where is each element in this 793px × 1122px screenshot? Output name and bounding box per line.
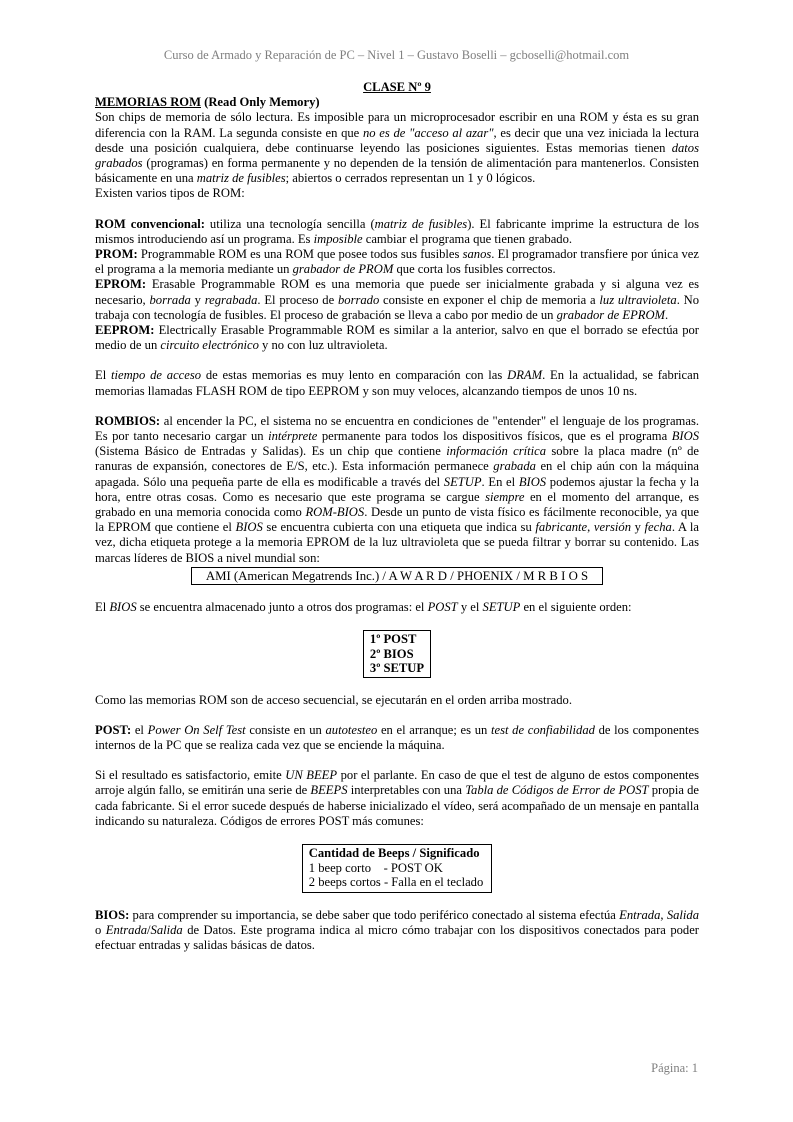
text: . En la actualidad, se fabrican memorias llamadas FLASH ROM de tipo EEPROM y son muy veloces, alcanzando tiempos de unos 10 ns.	[95, 368, 699, 398]
text: BIOS	[671, 429, 699, 444]
text: BIOS	[109, 599, 137, 614]
eprom-paragraph	[95, 277, 699, 323]
text: podemos ajustar la fecha y la hora, entre otras cosas. Como es necesario que este programa se cargue	[95, 474, 699, 504]
text: test de confiabilidad	[491, 722, 595, 737]
text: datos grabados	[95, 140, 699, 171]
text: ,	[587, 520, 594, 535]
document-body	[95, 80, 699, 953]
rom-conventional-paragraph	[95, 217, 699, 247]
text: se encuentra almacenado junto a otros dos programas: el	[136, 599, 428, 614]
text: siempre	[485, 489, 525, 504]
text: Salida	[666, 907, 700, 922]
text: no es de "acceso al azar"	[362, 125, 494, 140]
text: por el parlante. En caso de que el test de alguno de estos componentes arroje algún fallo, se emitirán una serie de	[95, 768, 700, 798]
text: Son chips de memoria de sólo lectura. Es imposible para un microprocesador escribir en una ROM y ésta es su gran diferencia con la RAM. La segunda consiste en que	[95, 110, 699, 140]
text: fabricante	[535, 520, 588, 535]
page-number: Página: 1	[651, 1061, 698, 1075]
term-label: EPROM:	[95, 277, 147, 292]
text: BIOS	[235, 520, 263, 535]
rom-heading-sub: (Read Only Memory)	[201, 95, 320, 110]
text: . El programador transfiere por única vez el programa a la memoria mediante un	[95, 247, 699, 277]
text: BIOS	[518, 474, 547, 489]
boot-order-item: 2º BIOS	[369, 646, 414, 661]
text: matriz de fusibles	[196, 171, 286, 186]
text: o	[95, 922, 106, 937]
rom-heading-title: MEMORIAS ROM	[95, 95, 201, 110]
text: en el momento del arranque, es grabado en una memoria conocida como	[95, 489, 700, 520]
text: . El proceso de	[257, 292, 338, 307]
text: SETUP	[443, 474, 482, 489]
access-time-paragraph	[95, 368, 699, 398]
text: versión	[593, 520, 631, 535]
text: Entrada	[105, 922, 148, 937]
text: sobre la placa madre (nº de ranuras de expansión, conectores de E/S, etc.). Esta información permanece	[95, 444, 699, 474]
text: DRAM	[507, 368, 543, 383]
text: grabador de EPROM	[556, 307, 666, 322]
text: Erasable Programmable ROM es una memoria que puede ser inicialmente grabada y si alguna vez es necesario,	[95, 277, 699, 307]
text: POST	[427, 599, 458, 614]
term-label: ROM convencional:	[95, 216, 205, 231]
text: BEEPS	[310, 783, 348, 798]
text: luz ultravioleta	[599, 292, 677, 307]
text: que corta los fusibles correctos.	[393, 262, 556, 277]
beep-table-header: Cantidad de Beeps / Significado	[308, 846, 480, 861]
text: y	[190, 292, 205, 307]
text: borrada	[149, 292, 191, 307]
rombios-paragraph	[95, 414, 699, 566]
text: de Datos. Este programa indica al micro cómo trabajar con los dispositivos conectados para poder efectuar entradas y salidas básicas de datos.	[95, 922, 699, 952]
text: y el	[457, 599, 483, 614]
text: Power On Self Test	[147, 722, 246, 737]
bios-brands-box: AMI (American Megatrends Inc.) / A W A R D / PHOENIX / M R B I O S	[191, 567, 603, 585]
beep-paragraph	[95, 768, 699, 829]
text: Salida	[150, 922, 183, 937]
text: de los componentes internos de la PC que se realiza cada vez que se enciende la máquina.	[95, 722, 700, 752]
text: de estas memorias es muy lento en comparación con las	[201, 368, 508, 383]
beep-table-row: 2 beeps cortos - Falla en el teclado	[308, 875, 484, 890]
text: El	[95, 368, 111, 383]
text: Electrically Erasable Programmable ROM es similar a la anterior, salvo en que el borrado se efectúa por medio de un	[95, 323, 699, 353]
text: en el siguiente orden:	[520, 599, 632, 614]
text: grabada	[493, 459, 536, 474]
term-label: BIOS:	[95, 907, 130, 922]
text: . En el	[481, 474, 519, 489]
term-label: EEPROM:	[95, 323, 155, 338]
bios-storage-paragraph	[95, 600, 699, 615]
text: el	[131, 722, 148, 737]
text: utiliza una tecnología sencilla (	[204, 216, 375, 231]
text: al encender la PC, el sistema no se encuentra en condiciones de "entender" el lenguaje de los programas. Es por tanto necesario cargar un	[95, 413, 699, 444]
text: propia de cada fabricante. Si el error sucede después de haberse inicializado el vídeo, será acompañado de un mensaje en pantalla indicando su naturaleza. Códigos de errores POST más comunes:	[95, 783, 700, 828]
text: consiste en exponer el chip de memoria a	[379, 292, 600, 307]
text: . A la vez, dicha etiqueta protege a la memoria EPROM de la luz ultravioleta que se pueda filtrar y borrar su contenido. Las marcas líderes de BIOS a nivel mundial son:	[95, 520, 700, 565]
text: intérprete	[268, 429, 318, 444]
text: ). El fabricante imprime la estructura de los mismos introduciendo así un programa. Es	[95, 216, 699, 246]
text: /	[147, 922, 151, 937]
text: en el arranque; es un	[377, 722, 491, 737]
text: información crítica	[446, 444, 547, 459]
text: ,	[660, 907, 667, 922]
text: Tabla de Códigos de Error de POST	[465, 783, 649, 798]
text: matriz de fusibles	[374, 216, 468, 231]
eeprom-paragraph	[95, 323, 699, 353]
rom-intro-paragraph	[95, 110, 699, 186]
text: El	[95, 599, 110, 614]
text: Entrada	[619, 907, 661, 922]
text: , es decir que una vez iniciada la lectura desde una posición cualquiera, debe continuarse leyendo las posiciones siguientes. Estas memorias tienen	[95, 125, 700, 155]
post-paragraph	[95, 723, 699, 753]
page-header: Curso de Armado y Reparación de PC – Nivel 1 – Gustavo Boselli – gcboselli@hotmail.com	[163, 48, 630, 62]
page-title: CLASE Nº 9	[363, 80, 431, 94]
text: .	[665, 307, 669, 322]
term-label: PROM:	[95, 247, 138, 262]
beep-table-row: 1 beep corto - POST OK	[308, 860, 443, 875]
text: Programmable ROM es una ROM que posee todos sus fusibles	[137, 247, 463, 262]
text: ROM-BIOS	[305, 505, 365, 520]
text: consiste en un	[245, 722, 326, 737]
boot-order-item: 1º POST	[369, 632, 417, 647]
text: sanos	[462, 247, 492, 262]
text: imposible	[313, 231, 363, 246]
text: en el chip aún con la máquina apagada. Sólo una pequeña parte de ella es modificable a través del	[95, 459, 699, 489]
text: ; abiertos o cerrados representan un 1 y 0 lógicos.	[285, 171, 536, 186]
term-label: POST:	[95, 722, 132, 737]
text: . No trabaja con tecnología de fusibles. El proceso de grabación se lleva a cabo por medio de un	[95, 292, 700, 322]
text: y	[631, 520, 645, 535]
text: (programas) en forma permanente y no dependen de la tensión de alimentación para mantenerlos. Consisten básicamente en una	[95, 156, 699, 186]
rom-heading	[95, 95, 699, 110]
text: y no con luz ultravioleta.	[258, 338, 388, 353]
prom-paragraph	[95, 247, 699, 277]
text: regrabada	[204, 292, 258, 307]
text: interpretables con una	[347, 783, 466, 798]
text: fecha	[644, 520, 672, 535]
text: (Sistema Básico de Entradas y Salidas). Es un chip que contiene	[95, 444, 447, 459]
text: SETUP	[482, 599, 521, 614]
bios-paragraph	[95, 908, 699, 954]
text: . Desde un punto de vista físico es fácilmente reconocible, ya que la EPROM que contiene el	[95, 505, 699, 535]
rom-types-intro: Existen varios tipos de ROM:	[95, 186, 245, 201]
beep-codes-table	[302, 844, 493, 893]
text: permanente para todos los dispositivos físicos, que es el programa	[317, 429, 672, 444]
text: UN BEEP	[285, 768, 338, 783]
text: para comprender su importancia, se debe saber que todo periférico conectado al sistema efectúa	[129, 907, 620, 922]
boot-order-item: 3º SETUP	[369, 661, 425, 676]
sequential-paragraph: Como las memorias ROM son de acceso secuencial, se ejecutarán en el orden arriba mostrado.	[95, 692, 572, 707]
text: autotesteo	[325, 722, 378, 737]
term-label: ROMBIOS:	[95, 413, 161, 428]
text: circuito electrónico	[160, 338, 259, 353]
text: Si el resultado es satisfactorio, emite	[95, 768, 286, 783]
boot-order-box	[363, 630, 431, 678]
text: se encuentra cubierta con una etiqueta que indica su	[262, 520, 536, 535]
text: borrado	[337, 292, 380, 307]
text: grabador de PROM	[292, 262, 394, 277]
text: tiempo de acceso	[111, 368, 202, 383]
text: cambiar el programa que tienen grabado.	[362, 231, 573, 246]
